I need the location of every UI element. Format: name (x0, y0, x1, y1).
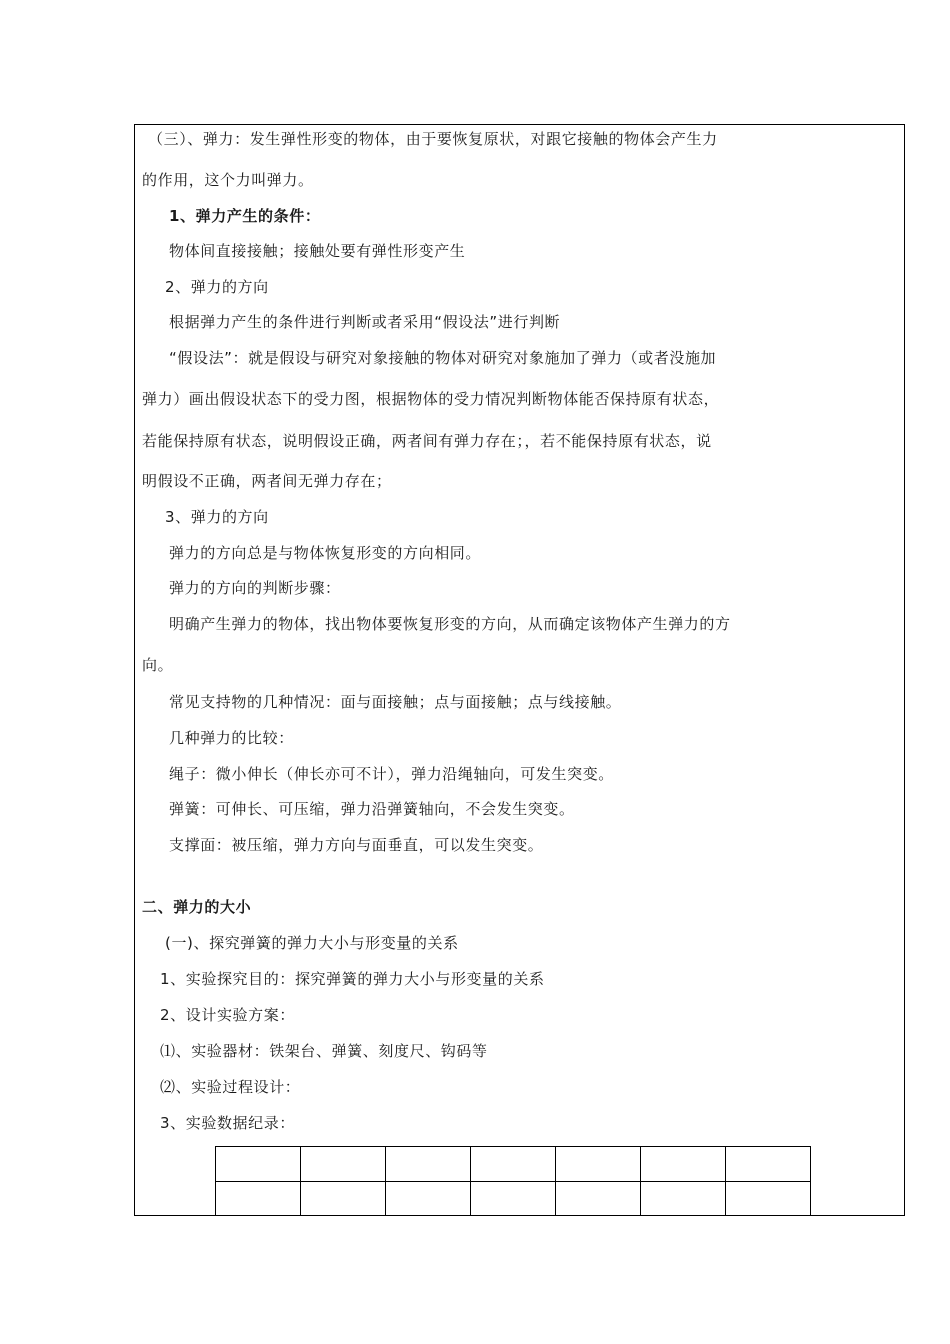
text-line: 明假设不正确，两者间无弹力存在； (142, 472, 392, 490)
text-line: 3、实验数据纪录： (160, 1114, 295, 1132)
text-line: 向。 (142, 656, 174, 674)
text-line: 2、弹力的方向 (165, 278, 269, 296)
table-row (216, 1182, 811, 1217)
text-line: 常见支持物的几种情况：面与面接触；点与面接触；点与线接触。 (169, 693, 622, 711)
table-cell (301, 1147, 386, 1182)
section-heading: 二、弹力的大小 (142, 898, 252, 916)
table-cell (641, 1182, 726, 1217)
text-line: 物体间直接接触；接触处要有弹性形变产生 (169, 242, 466, 260)
text-line: 弹力的方向的判断步骤： (169, 579, 341, 597)
table-cell (556, 1182, 641, 1217)
text-line: 弹力）画出假设状态下的受力图，根据物体的受力情况判断物体能否保持原有状态， (142, 390, 720, 408)
text-line: 弹簧：可伸长、可压缩，弹力沿弹簧轴向，不会发生突变。 (169, 800, 575, 818)
section-heading: 1、弹力产生的条件： (169, 207, 321, 225)
table-cell (641, 1147, 726, 1182)
table-cell (216, 1182, 301, 1217)
text-line: 的作用，这个力叫弹力。 (142, 171, 314, 189)
text-line: 2、设计实验方案： (160, 1006, 295, 1024)
text-line: 若能保持原有状态，说明假设正确，两者间有弹力存在；，若不能保持原有状态，说 (142, 432, 712, 450)
text-line: “假设法”：就是假设与研究对象接触的物体对研究对象施加了弹力（或者没施加 (169, 349, 717, 367)
text-line: 绳子：微小伸长（伸长亦可不计），弹力沿绳轴向，可发生突变。 (169, 765, 614, 783)
table-cell (471, 1182, 556, 1217)
table-row (216, 1147, 811, 1182)
text-line: 3、弹力的方向 (165, 508, 269, 526)
text-line: 几种弹力的比较： (169, 729, 294, 747)
table-cell (726, 1182, 811, 1217)
table-cell (386, 1147, 471, 1182)
table-cell (726, 1147, 811, 1182)
table-cell (471, 1147, 556, 1182)
text-line: （三）、弹力：发生弹性形变的物体，由于要恢复原状，对跟它接触的物体会产生力 (148, 130, 718, 148)
table-cell (556, 1147, 641, 1182)
table-cell (216, 1147, 301, 1182)
table-cell (386, 1182, 471, 1217)
table-cell (301, 1182, 386, 1217)
text-line: 支撑面：被压缩，弹力方向与面垂直，可以发生突变。 (169, 836, 544, 854)
text-line: 1、实验探究目的：探究弹簧的弹力大小与形变量的关系 (160, 970, 545, 988)
text-line: (一)、探究弹簧的弹力大小与形变量的关系 (165, 934, 459, 952)
text-line: 明确产生弹力的物体，找出物体要恢复形变的方向，从而确定该物体产生弹力的方 (169, 615, 731, 633)
text-line: ⑵、实验过程设计： (160, 1078, 301, 1096)
data-record-table (215, 1146, 811, 1216)
text-line: 根据弹力产生的条件进行判断或者采用“假设法”进行判断 (169, 313, 561, 331)
text-line: ⑴、实验器材：铁架台、弹簧、刻度尺、钩码等 (160, 1042, 488, 1060)
text-line: 弹力的方向总是与物体恢复形变的方向相同。 (169, 544, 482, 562)
